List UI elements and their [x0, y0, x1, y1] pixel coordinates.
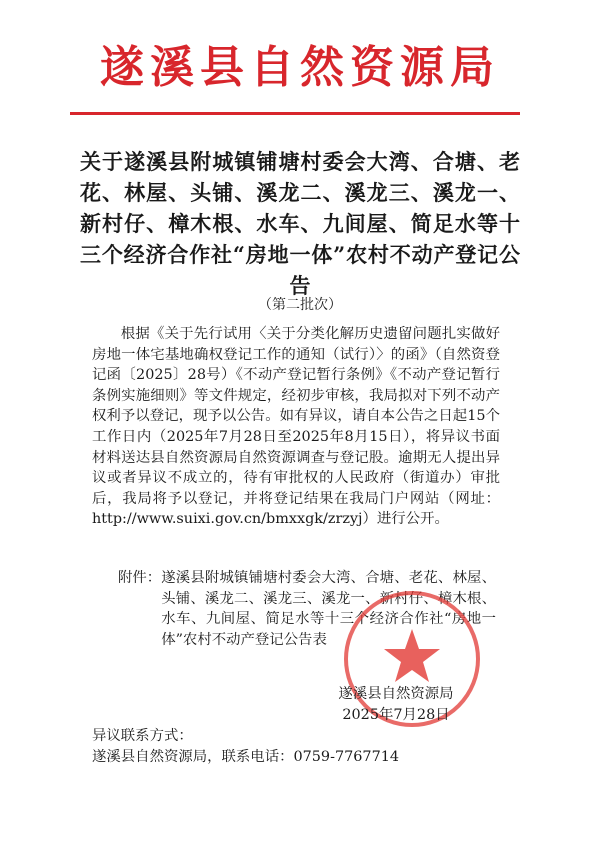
contact-heading: 异议联系方式： [92, 728, 193, 744]
contact-line: 遂溪县自然资源局，联系电话：0759-7767714 [92, 748, 400, 765]
signature-date: 2025年7月28日 [342, 707, 450, 723]
letterhead-rule [70, 112, 520, 115]
notice-body: 根据《关于先行试用〈关于分类化解历史遗留问题扎实做好房地一体宅基地确权登记工作的通知（试行）〉的函》（自然资登记函〔2025〕28号）《不动产登记暂行条例》《不动产登记暂行条例实施细则》等文件规定，经初步审核，我局拟对下列不动产权利予以登记，现予以公告。如有异议，请自本公告之日起15个工作日内（2025年7月28日至2025年8月15日），将异议书面材料送达县自然资源局自然资源调查与登记股。逾期无人提出异议或者异议不成立的，待有审批权的人民政府（街道办）审批后，我局将予以登记，并将登记结果在我局门户网站（网址：http://www.suixi.gov.cn/bmxxgk/zrzyj）进行公开。 [92, 326, 500, 528]
attachment-text: 遂溪县附城镇铺塘村委会大湾、合塘、老花、林屋、头铺、溪龙二、溪龙三、溪龙一、新村仔、樟木根、水车、九间屋、简足水等十三个经济合作社“房地一体”农村不动产登记公告表 [161, 570, 496, 648]
signature-block [316, 684, 476, 726]
contact-block [92, 726, 512, 767]
attachment-label: 附件： [118, 570, 162, 586]
batch-label: （第二批次） [258, 297, 342, 313]
letterhead-title: 遂溪县自然资源局 [100, 42, 500, 93]
signature-org: 遂溪县自然资源局 [338, 686, 454, 702]
notice-title: 关于遂溪县附城镇铺塘村委会大湾、合塘、老花、林屋、头铺、溪龙二、溪龙三、溪龙一、新村仔、樟木根、水车、九间屋、简足水等十三个经济合作社“房地一体”农村不动产登记公告 [80, 149, 520, 298]
